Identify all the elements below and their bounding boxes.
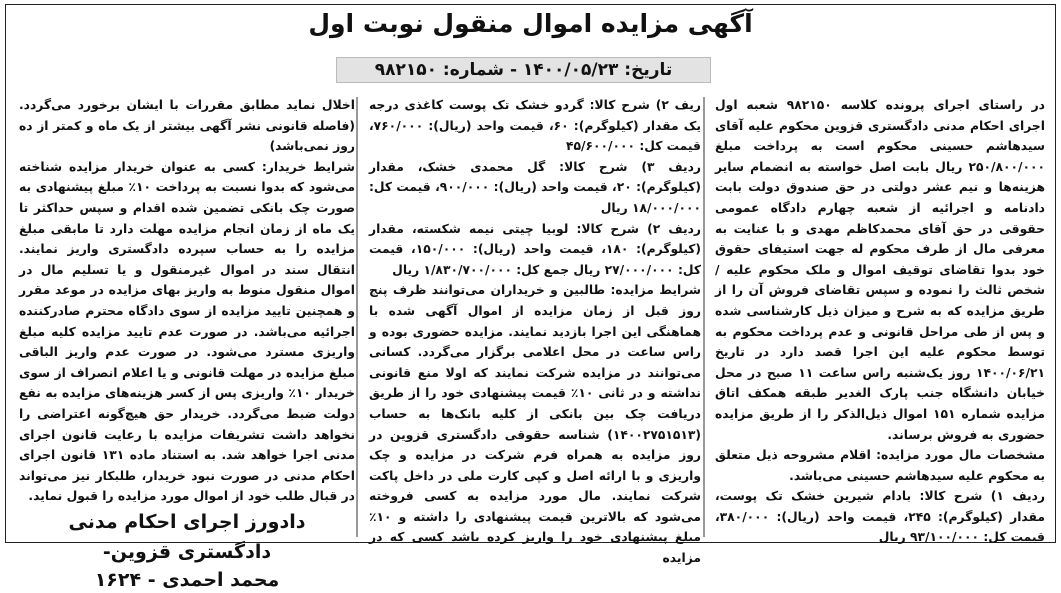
notice-title: آگهی مزایده اموال منقول نوبت اول xyxy=(308,9,753,38)
buyer-conditions-text: کسی به عنوان خریدار مزایده شناخته می‌شود که بدوا نسبت به پرداخت ۱۰٪ مبلغ پیشنهادی به صورت چک بانکی تضمین شده اقدام و سپس حداکثر تا یک ماه از زمان انجام مزایده مهلت دارد تا مابقی مبلغ مزایده را به حساب سپرده دادگستری واریز نمایند. انتقال سند در اموال غیرمنقول و یا تسلیم مال در اموال منقول منوط به واریز بهای مزایده در موعد مقرر و همچنین تایید مزایده از سوی دادگاه محترم صادرکننده اجرائیه می‌باشد. در صورت عدم تایید مزایده کلیه مبلغ واریزی مسترد می‌شود. در صورت عدم واریز الباقی مبلغ مزایده در مهلت قانونی و یا اعلام انصراف از سوی خریدار ۱۰٪ واریزی پس از کسر هزینه‌های مزایده به نفع دولت ضبط می‌گردد. خریدار حق هیچ‌گونه اعتراضی را نخواهد داشت تشریفات مزایده با رعایت قانون اجرای مدنی اجرا خواهد شد. به استناد ماده ۱۳۱ قانون اجرای احکام مدنی در صورت نبود خریدار، طلبکار نیز می‌تواند در قبال طلب خود از اموال مورد مزایده را قبول نماید. xyxy=(19,159,355,504)
buyer-conditions-paragraph xyxy=(19,157,355,507)
column-left xyxy=(19,95,356,591)
column-middle xyxy=(369,95,702,566)
notice-page xyxy=(5,4,1056,591)
column-right xyxy=(715,95,1046,545)
item-row-3: ردیف ۳) شرح کالا: گل محمدی خشک، مقدار (کیلوگرم): ۲۰، قیمت واحد (ریال): ۹۰۰/۰۰۰، قیمت کل: ۱۸/۰۰۰/۰۰۰ ریال xyxy=(369,159,701,215)
conditions-paragraph xyxy=(369,280,701,568)
item-row-2: ریف ۲) شرح کالا: گردو خشک تک پوست کاغذی درجه یک مقدار (کیلوگرم): ۶۰، قیمت واحد (ریال): ۷۶۰/۰۰۰، قیمت کل: ۴۵/۶۰۰/۰۰۰ xyxy=(369,98,701,154)
item-row-1: ردیف ۱) شرح کالا: بادام شیرین خشک تک پوست، مقدار (کیلوگرم): ۲۴۵، قیمت واحد (ریال): ۳۸۰/۰۰۰، قیمت کل: ۹۳/۱۰۰/۰۰۰ ریال xyxy=(715,489,1045,545)
item-row-4: ردیف ۲) شرح کالا: لوبیا چیتی نیمه شکسته، مقدار (کیلوگرم): ۱۸۰، قیمت واحد (ریال): ۱۵۰/۰۰۰، قیمت کل: ۲۷/۰۰۰/۰۰۰ ریال جمع کل: ۱/۸۳۰/۷۰۰/۰۰۰ ریال xyxy=(369,221,701,277)
disruption-paragraph: اخلال نماید مطابق مقررات با ایشان برخورد می‌گردد. (فاصله قانونی نشر آگهی بیشتر از یک ماه و کمتر از ده روز نمی‌باشد) xyxy=(19,98,355,154)
specs-paragraph xyxy=(715,445,1045,486)
date-number-banner: تاریخ: ۱۴۰۰/۰۵/۲۳ - شماره: ۹۸۲۱۵۰ xyxy=(336,57,711,83)
signature-name: محمد احمدی - ۱۶۲۴ xyxy=(94,568,280,591)
signature-office: دادورز اجرای احکام مدنی دادگستری قزوین- xyxy=(68,510,306,563)
conditions-text: طالبین و خریداران می‌توانند ظرف پنج روز قبل از زمان مزایده از اموال آگهی شده با هماهنگی این اجرا بازدید نمایند. مزایده حضوری بوده و راس ساعت در محل اعلامی برگزار می‌گردد. کسانی می‌توانند در مزایده شرکت نمایند که اولا منع قانونی نداشته و در ثانی ۱۰٪ قیمت پیشنهادی خود را از طریق دریافت چک بین بانکی از کلیه بانک‌ها به حساب (۱۴۰۰۲۷۵۱۵۱۳) شناسه حقوقی دادگستری قزوین در روز مزایده به همراه فرم شرکت در مزایده و چک واریزی و با ارائه اصل و کپی کارت ملی در داخل پاکت شرکت نمایند. مال مورد مزایده به کسی فروخته می‌شود که بالاترین قیمت پیشنهادی را داشته و ۱۰٪ مبلغ پیشنهادی خود را واریز کرده باشد کسی که در مزایده xyxy=(369,283,701,566)
specs-text: اقلام مشروحه ذیل متعلق به محکوم علیه سیدهاشم حسینی می‌باشد. xyxy=(715,448,1045,483)
intro-paragraph: در راستای اجرای پرونده کلاسه ۹۸۲۱۵۰ شعبه اول اجرای احکام مدنی دادگستری قزوین محکوم علیه آقای سیدهاشم حسینی محکوم است به پرداخت مبلغ ۲۵۰/۸۰۰/۰۰۰ ریال بابت اصل خواسته به انضمام سایر هزینه‌ها و نیم عشر دولتی در حق صندوق دولت بابت دادنامه و اجرائیه از شعبه چهارم دادگاه عمومی حقوقی در حق آقای محمدکاظم مهدی و با عنایت به معرفی مال از طرف محکوم له جهت استیفای حقوق خود بدوا تقاضای توقیف اموال و ملک محکوم علیه / شخص ثالث را نموده و سپس تقاضای فروش آن را از طریق مزایده که به شرح و میزان ذیل کارشناسی شده و پس از طی مراحل قانونی و عدم پرداخت محکوم به توسط محکوم علیه این اجرا قصد دارد در تاریخ ۱۴۰۰/۰۶/۲۱ روز یک‌شنبه راس ساعت ۱۱ صبح در محل خیابان دانشگاه جنب پارک الغدیر طبقه همکف اتاق مزایده شماره ۱۵۱ اموال ذیل‌الذکر را از طریق مزایده حضوری به فروش برساند. xyxy=(715,98,1046,442)
specs-label: مشخصات مال مورد مزایده: xyxy=(876,448,1046,463)
buyer-conditions-label: شرایط خریدار: xyxy=(261,159,356,174)
conditions-label: شرایط مزایده: xyxy=(610,283,702,298)
